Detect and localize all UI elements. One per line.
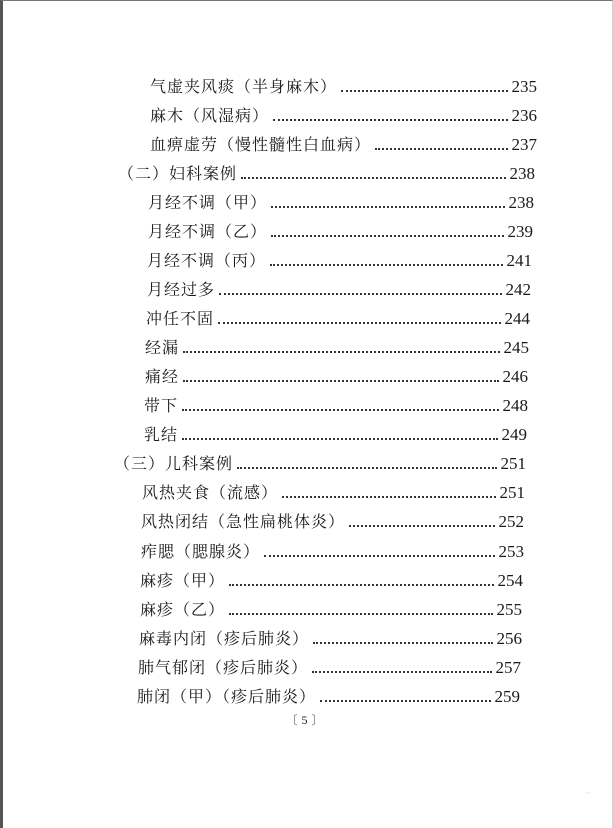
toc-entry — [147, 274, 531, 300]
toc-entry-page: 236 — [511, 106, 537, 125]
toc-leader-dots — [229, 584, 493, 586]
toc-leader-dots — [264, 555, 494, 557]
toc-entry-page: 256 — [496, 629, 522, 648]
toc-entry-title: 风热闭结（急性扁桃体炎） — [141, 512, 346, 531]
toc-entry — [144, 390, 528, 416]
toc-section-title: （三）儿科案例 — [114, 454, 234, 473]
toc-entry — [148, 187, 534, 213]
page-number — [0, 711, 613, 728]
toc-entry-title: 肺气郁闭（疹后肺炎） — [138, 658, 309, 677]
toc-leader-dots — [313, 642, 492, 644]
toc-entry — [141, 506, 524, 532]
toc-entry-page: 249 — [501, 425, 527, 444]
toc-leader-dots — [375, 148, 507, 150]
toc-entry-page: 235 — [511, 77, 537, 96]
toc-entry-page: 241 — [506, 251, 532, 270]
toc-entry-page: 251 — [499, 483, 525, 502]
toc-entry-title: 麻木（风湿病） — [150, 106, 270, 125]
toc-entry — [145, 332, 529, 358]
toc-leader-dots — [219, 293, 501, 295]
toc-entry-title: 乳结 — [144, 425, 179, 444]
toc-entry — [137, 681, 520, 707]
toc-leader-dots — [271, 235, 503, 237]
toc-section-page: 238 — [509, 164, 535, 183]
scan-speck: ·· — [585, 789, 591, 798]
toc-entry-title: 月经过多 — [147, 280, 216, 299]
toc-entry-page: 237 — [511, 135, 537, 154]
toc-entry — [140, 594, 522, 620]
toc-entry-title: 血痹虚劳（慢性髓性白血病） — [150, 135, 372, 154]
toc-entry — [140, 565, 523, 591]
toc-entry — [138, 652, 521, 678]
toc-entry-page: 245 — [503, 338, 529, 357]
toc-section-heading — [114, 448, 526, 474]
toc-entry-title: 风热夹食（流感） — [142, 483, 279, 502]
toc-entry-title: 麻疹（甲） — [140, 571, 226, 590]
toc-entry-title: 肺闭（甲）（疹后肺炎） — [137, 687, 317, 706]
toc-entry-title: 麻疹（乙） — [140, 600, 226, 619]
toc-leader-dots — [182, 409, 498, 411]
toc-entry — [148, 216, 533, 242]
toc-entry-page: 254 — [497, 571, 523, 590]
page-number-text: 〔5〕 — [285, 713, 328, 727]
toc-leader-dots — [271, 206, 504, 208]
toc-leader-dots — [182, 438, 497, 440]
toc-leader-dots — [218, 322, 500, 324]
toc-leader-dots — [183, 380, 498, 382]
toc-entry — [141, 536, 524, 562]
toc-entry-title: 麻毒内闭（疹后肺炎） — [139, 629, 310, 648]
toc-leader-dots — [237, 467, 496, 469]
toc-entry-page: 253 — [498, 542, 524, 561]
toc-section-title: （二）妇科案例 — [118, 164, 238, 183]
toc-entry-page: 242 — [505, 280, 531, 299]
toc-entry-page: 244 — [504, 309, 530, 328]
toc-entry — [147, 245, 532, 271]
toc-entry-page: 239 — [507, 222, 533, 241]
toc-entry-page: 257 — [495, 658, 521, 677]
toc-leader-dots — [349, 525, 494, 527]
toc-leader-dots — [241, 177, 505, 179]
toc-entry — [142, 477, 525, 503]
toc-entry-page: 259 — [494, 687, 520, 706]
toc-leader-dots — [282, 496, 495, 498]
toc-leader-dots — [183, 351, 499, 353]
toc-entry-title: 经漏 — [145, 338, 180, 357]
toc-entry-title: 月经不调（丙） — [147, 251, 267, 270]
toc-entry-title: 带下 — [144, 396, 179, 415]
toc-entry — [144, 419, 527, 445]
toc-entry — [139, 623, 522, 649]
toc-entry-title: 痛经 — [145, 367, 180, 386]
toc-leader-dots — [273, 119, 507, 121]
toc-entry-page: 252 — [498, 512, 524, 531]
toc-leader-dots — [312, 671, 491, 673]
toc-section-heading — [118, 158, 535, 184]
toc-entry-page: 255 — [496, 600, 522, 619]
toc-entry — [150, 71, 537, 97]
toc-leader-dots — [341, 90, 507, 92]
toc-leader-dots — [270, 264, 502, 266]
toc-entry-title: 冲任不固 — [146, 309, 215, 328]
toc-leader-dots — [229, 613, 492, 615]
toc-entry-title: 痄腮（腮腺炎） — [141, 542, 261, 561]
toc-entry-page: 246 — [502, 367, 528, 386]
toc-entry-title: 月经不调（甲） — [148, 193, 268, 212]
toc-entry — [145, 361, 528, 387]
toc-entry — [146, 303, 530, 329]
toc-entry-page: 248 — [502, 396, 528, 415]
toc-entry-title: 月经不调（乙） — [148, 222, 268, 241]
toc-leader-dots — [320, 700, 490, 702]
toc-section-page: 251 — [500, 454, 526, 473]
toc-entry — [150, 129, 537, 155]
toc-entry-title: 气虚夹风痰（半身麻木） — [150, 77, 338, 96]
toc-entry — [150, 100, 537, 126]
toc-entry-page: 238 — [508, 193, 534, 212]
